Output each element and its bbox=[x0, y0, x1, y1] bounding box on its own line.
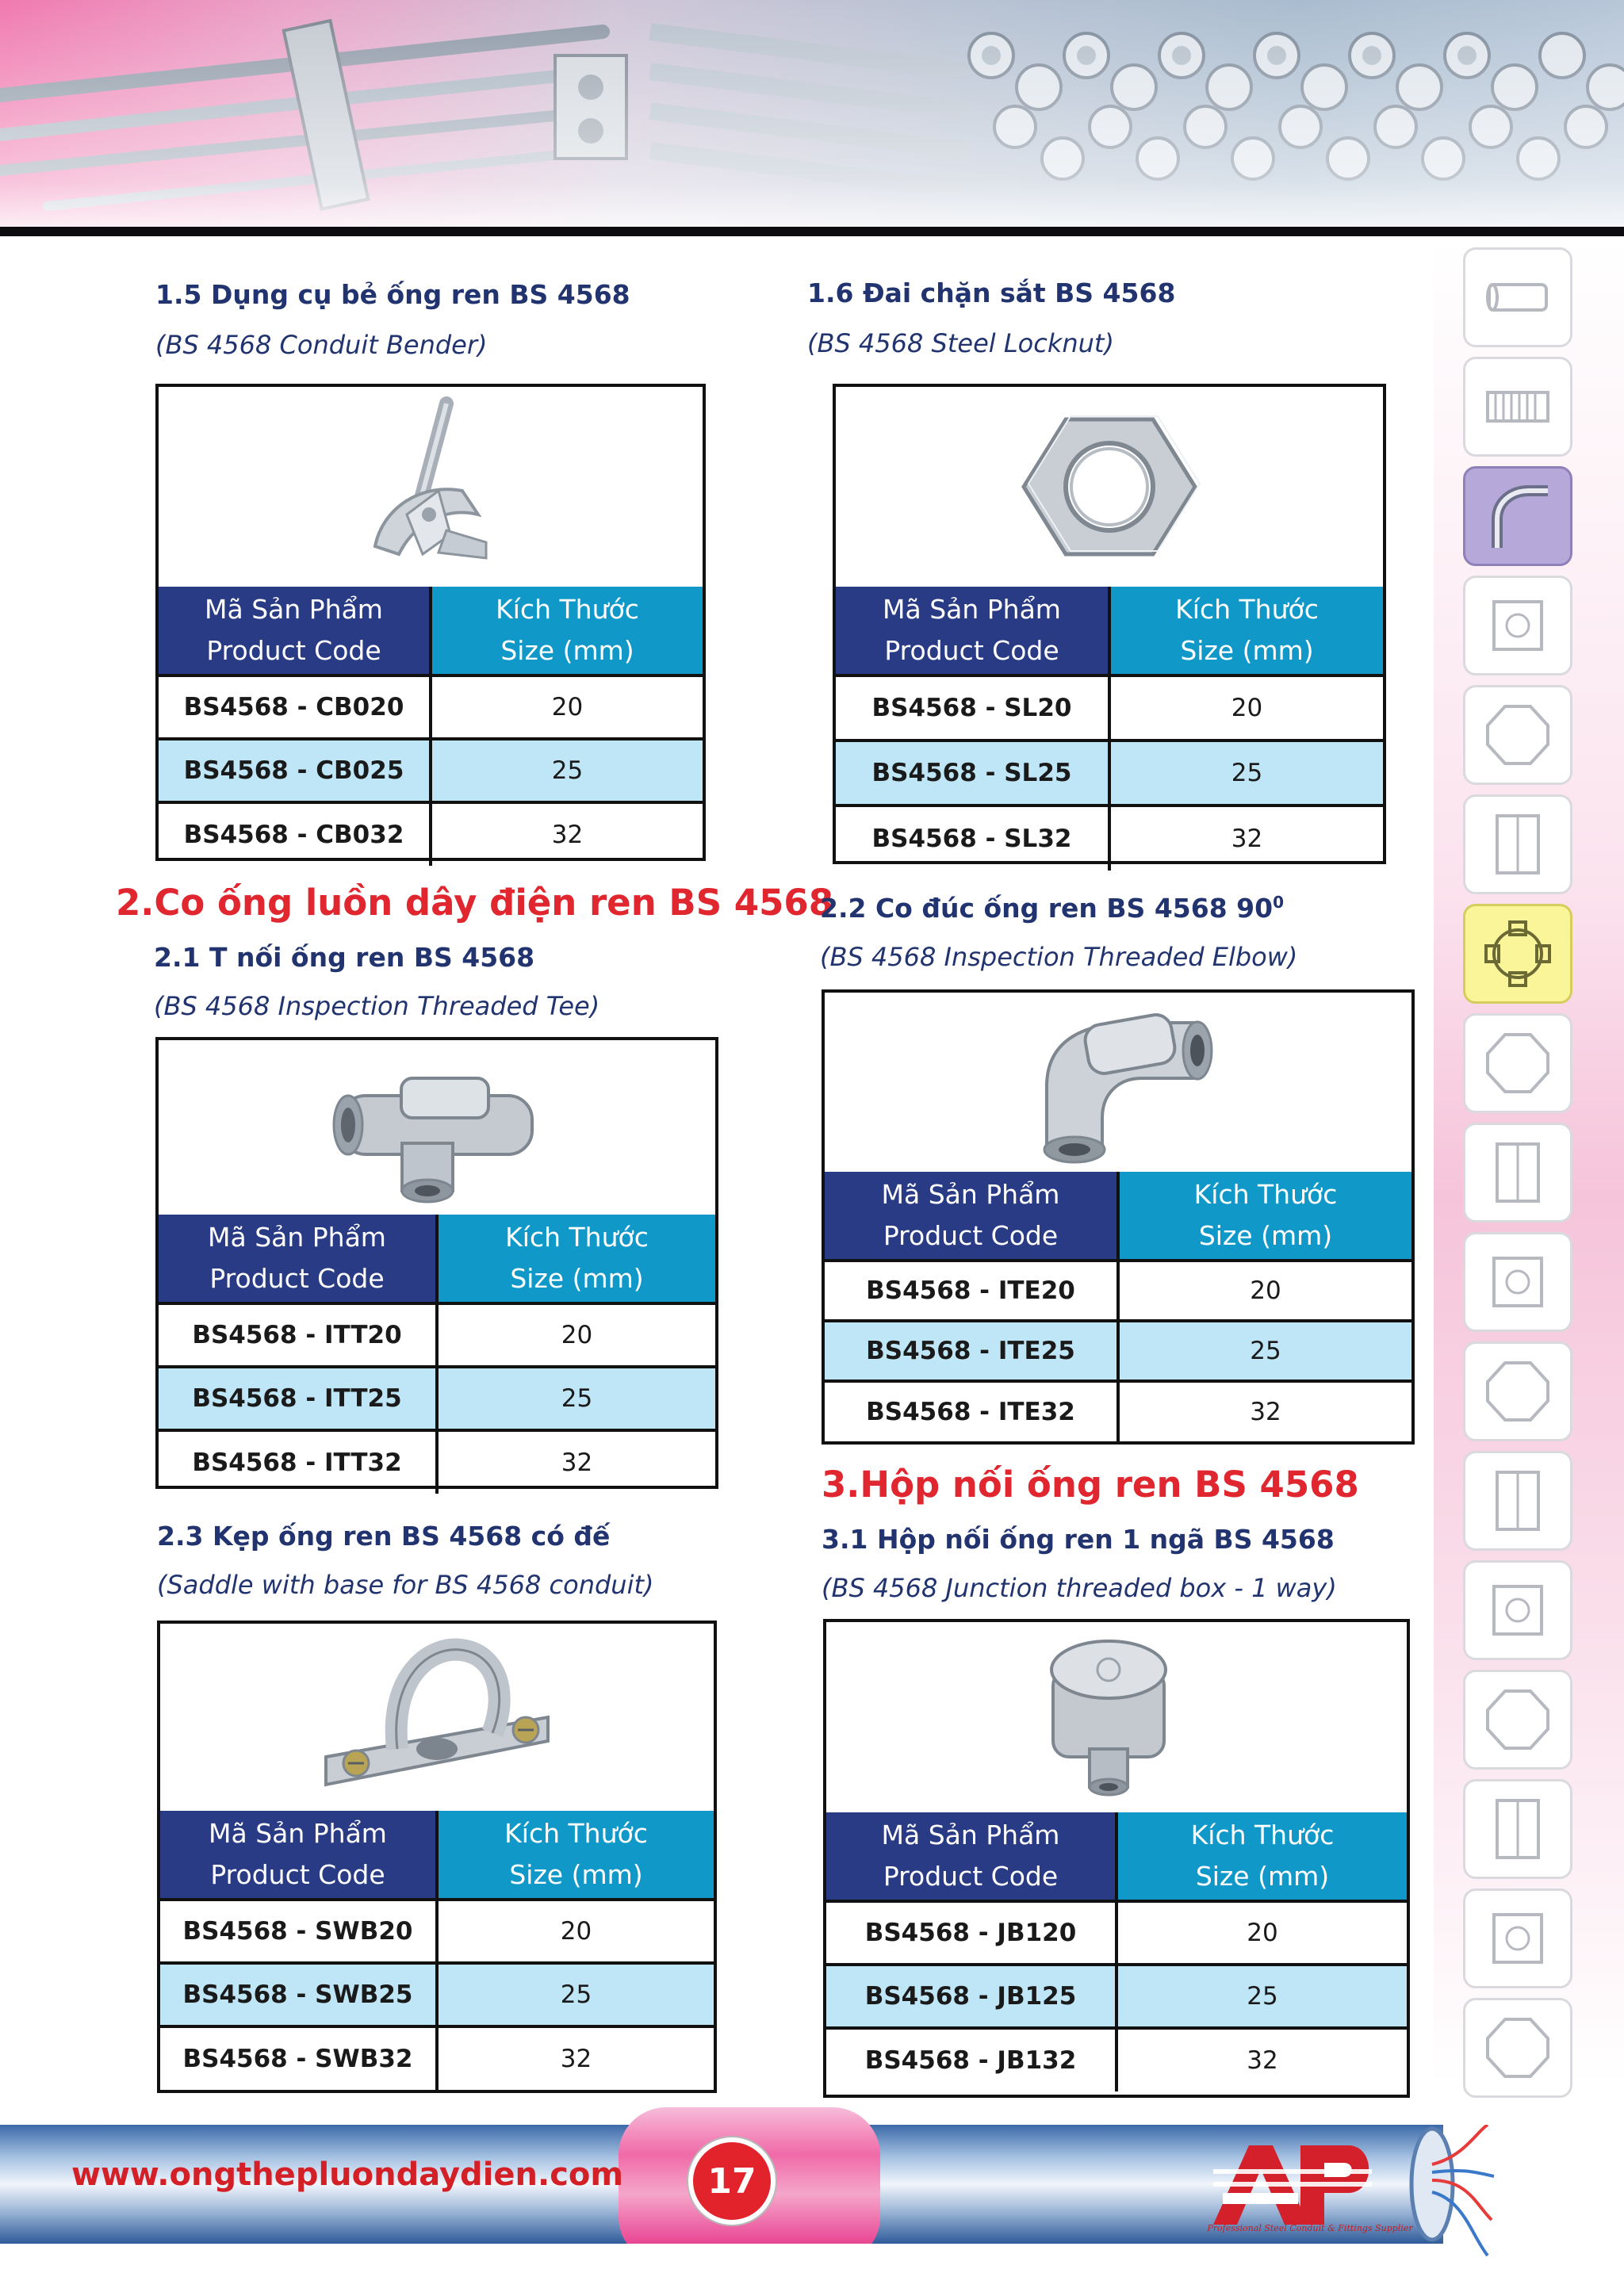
conduit-bender-image bbox=[327, 396, 534, 578]
section-2-3-title: 2.3 Kẹp ống ren BS 4568 có đế bbox=[157, 1521, 611, 1552]
header-size: Kích Thước Size (mm) bbox=[1109, 587, 1383, 675]
size-cell: 25 bbox=[1109, 740, 1383, 806]
size-cell: 25 bbox=[1118, 1321, 1411, 1381]
table-row bbox=[159, 675, 703, 739]
size-cell: 32 bbox=[431, 802, 703, 866]
size-cell: 20 bbox=[437, 1303, 715, 1367]
elbow-icon bbox=[1481, 480, 1554, 553]
section-1-6-subtitle: (BS 4568 Steel Locknut) bbox=[807, 328, 1114, 358]
square-box-icon bbox=[1481, 1355, 1554, 1428]
size-cell: 25 bbox=[437, 1963, 714, 2026]
sidebar-item-connector[interactable] bbox=[1463, 1123, 1572, 1223]
section-2-1-title: 2.1 T nối ống ren BS 4568 bbox=[154, 942, 535, 973]
product-photo-saddle bbox=[160, 1624, 714, 1811]
section-3-1-title: 3.1 Hộp nối ống ren 1 ngã BS 4568 bbox=[822, 1524, 1335, 1555]
header-product-code: Mã Sản Phẩm Product Code bbox=[836, 587, 1109, 675]
table-row bbox=[825, 1381, 1411, 1441]
junction-box-icon bbox=[1481, 698, 1554, 771]
product-card-elbow bbox=[822, 989, 1415, 1445]
sidebar-item-octagon-box[interactable] bbox=[1463, 794, 1572, 894]
channel-rail-icon bbox=[1481, 1902, 1554, 1975]
table-row bbox=[836, 806, 1383, 871]
product-card-saddle bbox=[157, 1621, 717, 2093]
threaded-elbow-image bbox=[999, 999, 1237, 1165]
product-code-cell: BS4568 - CB020 bbox=[159, 675, 431, 739]
logo-tagline: Professional Steel Conduit & Fittings Supplier bbox=[1207, 2223, 1413, 2233]
junction-box-image bbox=[1021, 1630, 1212, 1804]
table-row bbox=[825, 1321, 1411, 1381]
website-link[interactable]: www.ongthepluondaydien.com bbox=[71, 2156, 624, 2193]
product-card-junction bbox=[823, 1619, 1410, 2098]
product-card-tee bbox=[155, 1037, 718, 1489]
size-cell: 32 bbox=[437, 2026, 714, 2090]
section-3-1-subtitle: (BS 4568 Junction threaded box - 1 way) bbox=[822, 1573, 1337, 1603]
size-cell: 20 bbox=[437, 1900, 714, 1963]
sidebar-item-round-cover[interactable] bbox=[1463, 1560, 1572, 1660]
header-product-code: Mã Sản Phẩm Product Code bbox=[160, 1811, 437, 1900]
product-card-bender bbox=[155, 384, 706, 861]
product-code-cell: BS4568 - JB120 bbox=[826, 1901, 1116, 1965]
degree-sign: 0 bbox=[1273, 893, 1284, 912]
product-code-cell: BS4568 - SL25 bbox=[836, 740, 1109, 806]
header-product-code: Mã Sản Phẩm Product Code bbox=[159, 1215, 437, 1303]
box-icon bbox=[1481, 589, 1554, 662]
section-3-heading: 3.Hộp nối ống ren BS 4568 bbox=[822, 1464, 1359, 1506]
size-cell: 32 bbox=[1109, 806, 1383, 871]
header-size: Kích Thước Size (mm) bbox=[431, 587, 703, 675]
pipe-icon bbox=[1481, 261, 1554, 334]
size-cell: 20 bbox=[431, 675, 703, 739]
channel-icon bbox=[1481, 1027, 1554, 1100]
size-cell: 20 bbox=[1116, 1901, 1407, 1965]
table-row bbox=[159, 802, 703, 866]
product-table-elbow bbox=[825, 1172, 1411, 1441]
sidebar-item-elbow[interactable] bbox=[1463, 466, 1572, 566]
section-2-heading: 2.Co ống luồn dây điện ren BS 4568 bbox=[116, 882, 834, 924]
section-1-6-title: 1.6 Đai chặn sắt BS 4568 bbox=[807, 277, 1176, 308]
product-code-cell: BS4568 - CB025 bbox=[159, 739, 431, 802]
product-table-saddle bbox=[160, 1811, 714, 2090]
product-code-cell: BS4568 - JB132 bbox=[826, 2028, 1116, 2091]
product-table-junction bbox=[826, 1812, 1407, 2091]
product-code-cell: BS4568 - SWB25 bbox=[160, 1963, 437, 2026]
strut-clamp-icon bbox=[1481, 1793, 1554, 1866]
threaded-tee-image bbox=[326, 1048, 548, 1207]
header-divider bbox=[0, 227, 1624, 236]
sidebar-item-enclosure[interactable] bbox=[1463, 1232, 1572, 1332]
table-row bbox=[826, 1901, 1407, 1965]
connector-icon bbox=[1481, 1136, 1554, 1209]
header-size: Kích Thước Size (mm) bbox=[437, 1215, 715, 1303]
product-code-cell: BS4568 - ITT25 bbox=[159, 1367, 437, 1430]
table-row bbox=[836, 675, 1383, 740]
sidebar-item-cover-plate[interactable] bbox=[1463, 1670, 1572, 1770]
section-2-1-subtitle: (BS 4568 Inspection Threaded Tee) bbox=[154, 991, 600, 1021]
bracket-icon bbox=[1481, 2011, 1554, 2084]
product-code-cell: BS4568 - SWB20 bbox=[160, 1900, 437, 1963]
product-card-locknut bbox=[833, 384, 1386, 864]
product-table-locknut bbox=[836, 587, 1383, 871]
sidebar-item-pipe[interactable] bbox=[1463, 247, 1572, 347]
size-cell: 25 bbox=[1116, 1965, 1407, 2028]
section-1-5-title: 1.5 Dụng cụ bẻ ống ren BS 4568 bbox=[155, 279, 630, 310]
octagon-box-icon bbox=[1481, 808, 1554, 881]
product-photo-junction bbox=[826, 1622, 1407, 1812]
table-row bbox=[159, 1367, 715, 1430]
product-photo-locknut bbox=[836, 387, 1383, 587]
product-table-bender bbox=[159, 587, 703, 866]
section-1-5-subtitle: (BS 4568 Conduit Bender) bbox=[155, 330, 488, 360]
product-code-cell: BS4568 - SL32 bbox=[836, 806, 1109, 871]
table-row bbox=[159, 1303, 715, 1367]
sidebar-item-round-junction-box[interactable] bbox=[1463, 904, 1572, 1004]
header-product-code: Mã Sản Phẩm Product Code bbox=[825, 1172, 1118, 1261]
size-cell: 32 bbox=[1118, 1381, 1411, 1441]
square-cover-icon bbox=[1481, 1464, 1554, 1537]
table-row bbox=[836, 740, 1383, 806]
table-row bbox=[160, 1900, 714, 1963]
flexible-conduit-icon bbox=[1481, 370, 1554, 443]
size-cell: 25 bbox=[437, 1367, 715, 1430]
table-row bbox=[825, 1261, 1411, 1321]
header-size: Kích Thước Size (mm) bbox=[1116, 1812, 1407, 1901]
product-code-cell: BS4568 - ITT32 bbox=[159, 1430, 437, 1494]
sidebar-item-box[interactable] bbox=[1463, 576, 1572, 675]
product-table-tee bbox=[159, 1215, 715, 1494]
sidebar-item-strut-clamp[interactable] bbox=[1463, 1779, 1572, 1879]
table-row bbox=[826, 1965, 1407, 2028]
cover-plate-icon bbox=[1481, 1683, 1554, 1756]
product-code-cell: BS4568 - ITE20 bbox=[825, 1261, 1118, 1321]
sidebar-item-bracket[interactable] bbox=[1463, 1998, 1572, 2098]
size-cell: 20 bbox=[1109, 675, 1383, 740]
header-size: Kích Thước Size (mm) bbox=[1118, 1172, 1411, 1261]
product-code-cell: BS4568 - SL20 bbox=[836, 675, 1109, 740]
footer bbox=[0, 2125, 1624, 2296]
product-code-cell: BS4568 - ITE25 bbox=[825, 1321, 1118, 1381]
steel-locknut-image bbox=[1014, 400, 1205, 574]
product-code-cell: BS4568 - SWB32 bbox=[160, 2026, 437, 2090]
table-row bbox=[159, 739, 703, 802]
round-junction-box-icon bbox=[1481, 917, 1554, 990]
table-row bbox=[160, 2026, 714, 2090]
size-cell: 32 bbox=[1116, 2028, 1407, 2091]
sidebar-item-junction-box[interactable] bbox=[1463, 685, 1572, 785]
sidebar-item-square-box[interactable] bbox=[1463, 1341, 1572, 1441]
sidebar-item-channel[interactable] bbox=[1463, 1013, 1572, 1113]
size-cell: 20 bbox=[1118, 1261, 1411, 1321]
sidebar-item-channel-rail[interactable] bbox=[1463, 1888, 1572, 1988]
page-number: 17 bbox=[688, 2137, 776, 2225]
table-row bbox=[159, 1430, 715, 1494]
product-code-cell: BS4568 - ITE32 bbox=[825, 1381, 1118, 1441]
header-banner bbox=[0, 0, 1624, 232]
table-row bbox=[160, 1963, 714, 2026]
size-cell: 25 bbox=[431, 739, 703, 802]
product-code-cell: BS4568 - ITT20 bbox=[159, 1303, 437, 1367]
header-product-code: Mã Sản Phẩm Product Code bbox=[159, 587, 431, 675]
enclosure-icon bbox=[1481, 1246, 1554, 1318]
saddle-with-base-image bbox=[310, 1630, 564, 1804]
sidebar-item-flexible-conduit[interactable] bbox=[1463, 357, 1572, 457]
header-size: Kích Thước Size (mm) bbox=[437, 1811, 714, 1900]
product-code-cell: BS4568 - CB032 bbox=[159, 802, 431, 866]
wire-bundle-graphic bbox=[1400, 2125, 1496, 2260]
round-cover-icon bbox=[1481, 1574, 1554, 1647]
section-2-2-subtitle: (BS 4568 Inspection Threaded Elbow) bbox=[820, 942, 1298, 972]
table-row bbox=[826, 2028, 1407, 2091]
size-cell: 32 bbox=[437, 1430, 715, 1494]
product-photo-bender bbox=[159, 387, 703, 587]
sidebar-item-square-cover[interactable] bbox=[1463, 1451, 1572, 1551]
product-code-cell: BS4568 - JB125 bbox=[826, 1965, 1116, 2028]
product-photo-tee bbox=[159, 1040, 715, 1215]
section-2-3-subtitle: (Saddle with base for BS 4568 conduit) bbox=[157, 1570, 654, 1600]
header-product-code: Mã Sản Phẩm Product Code bbox=[826, 1812, 1116, 1901]
product-photo-elbow bbox=[825, 993, 1411, 1172]
section-2-2-title: 2.2 Co đúc ống ren BS 4568 $90^0$ bbox=[820, 893, 1284, 924]
